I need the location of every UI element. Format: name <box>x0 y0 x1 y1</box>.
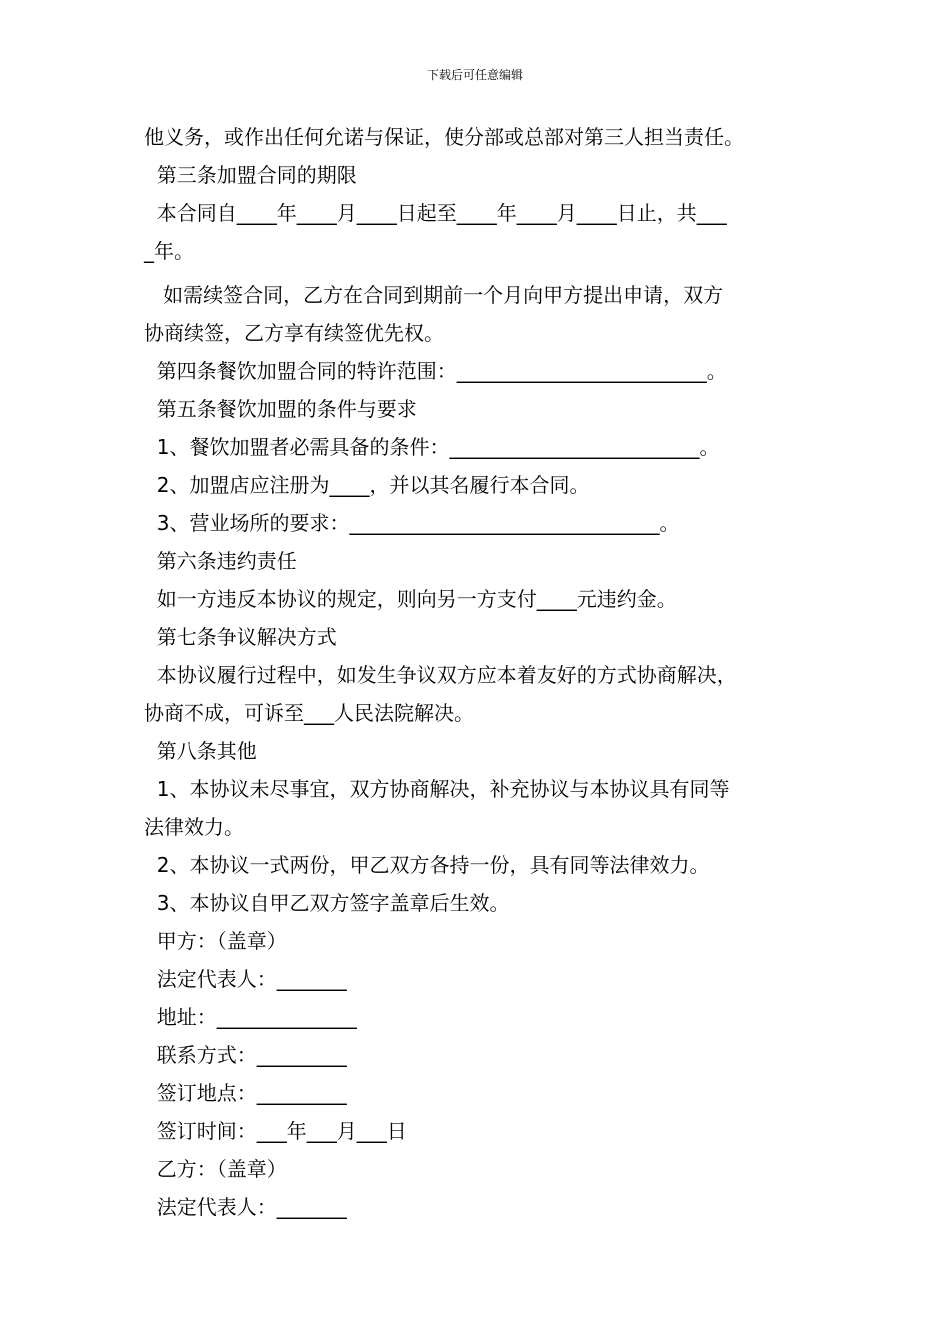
signature-field: 法定代表人：_______ <box>144 1195 347 1219</box>
page-header: 下载后可任意编辑 <box>426 68 523 82</box>
text-line: 本合同自____年____月____日起至____年____月____日止，共___ <box>144 201 727 225</box>
list-item: 2、加盟店应注册为____，并以其名履行本合同。 <box>144 473 590 497</box>
section-heading: 第五条餐饮加盟的条件与要求 <box>144 397 417 421</box>
section-heading: 第四条餐饮加盟合同的特许范围：_________________________。 <box>144 359 727 383</box>
section-heading: 第六条违约责任 <box>144 549 297 573</box>
section-heading: 第七条争议解决方式 <box>144 625 337 649</box>
list-item: 法律效力。 <box>144 815 244 839</box>
signature-field: 签订时间：___年___月___日 <box>144 1119 407 1143</box>
text-line: 如需续签合同，乙方在合同到期前一个月向甲方提出申请，双方 <box>144 283 724 307</box>
text-line: 本协议履行过程中，如发生争议双方应本着友好的方式协商解决， <box>144 663 737 687</box>
list-item: 1、餐饮加盟者必需具备的条件：_________________________。 <box>144 435 720 459</box>
list-item: 1、本协议未尽事宜，双方协商解决，补充协议与本协议具有同等 <box>144 777 730 801</box>
signature-field: 联系方式：_________ <box>144 1043 347 1067</box>
text-line: 他义务，或作出任何允诺与保证，使分部或总部对第三人担当责任。 <box>144 125 744 149</box>
text-line: 如一方违反本协议的规定，则向另一方支付____元违约金。 <box>144 587 677 611</box>
list-item: 3、本协议自甲乙双方签字盖章后生效。 <box>144 891 510 915</box>
signature-field: 签订地点：_________ <box>144 1081 347 1105</box>
list-item: 3、营业场所的要求：_______________________________。 <box>144 511 680 535</box>
text-line: 协商不成，可诉至___人民法院解决。 <box>144 701 474 725</box>
signature-field: 地址：______________ <box>144 1005 357 1029</box>
list-item: 2、本协议一式两份，甲乙双方各持一份，具有同等法律效力。 <box>144 853 710 877</box>
text-line: 协商续签，乙方享有续签优先权。 <box>144 321 444 345</box>
document-body <box>144 118 809 1226</box>
signature-field: 法定代表人：_______ <box>144 967 347 991</box>
text-line: _年。 <box>144 239 194 263</box>
signature-party: 甲方：（盖章） <box>144 929 287 953</box>
section-heading: 第八条其他 <box>144 739 257 763</box>
signature-party: 乙方：（盖章） <box>144 1157 287 1181</box>
section-heading: 第三条加盟合同的期限 <box>144 163 357 187</box>
